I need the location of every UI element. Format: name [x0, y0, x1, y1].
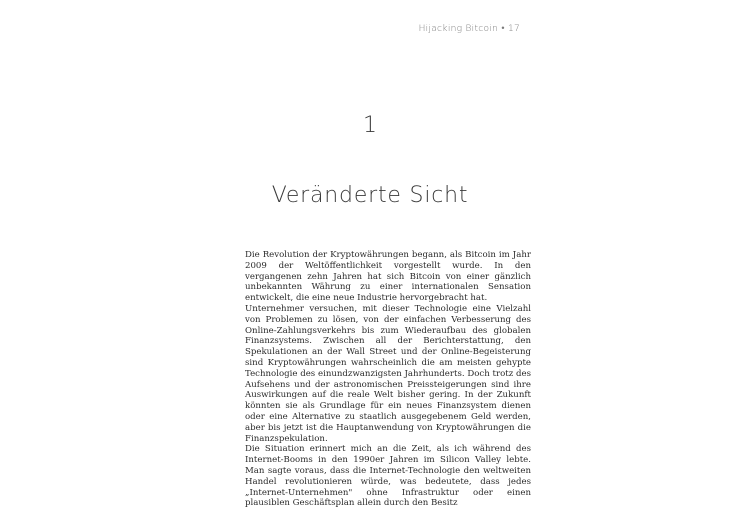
paragraph: Die Situation erinnert mich an die Zeit, als ich während des Internet-Booms in den 1990er Jahren im Silicon Valley lebte. Man sagte voraus, dass die Internet-Technologie den weltweiten Handel revolutionieren würde, was bedeutete, dass jedes „Internet-Unternehmen" ohne Infrastruktur oder einen plausiblen Geschäftsplan allein durch den Besitz — [245, 444, 531, 509]
paragraph: Die Revolution der Kryptowährungen begann, als Bitcoin im Jahr 2009 der Weltöffentlichkeit vorgestellt wurde. In den vergangenen zehn Jahren hat sich Bitcoin von einer gänzlich unbekannten Währung zu einer internationalen Sensation entwickelt, die eine neue Industrie hervorgebracht hat. — [245, 250, 531, 304]
running-header: Hijacking Bitcoin • 17 — [418, 24, 520, 34]
paragraph: Unternehmer versuchen, mit dieser Technologie eine Vielzahl von Problemen zu lösen, von der einfachen Verbesserung des Online-Zahlungsverkehrs bis zum Wiederaufbau des globalen Finanzsystems. Zwischen all der Berichterstattung, den Spekulationen an der Wall Street und der Online-Begeisterung sind Kryptowährungen wahrscheinlich die am meisten gehypte Technologie des einundzwanzigsten Jahrhunderts. Doch trotz des Aufsehens und der astronomischen Preissteigerungen sind ihre Auswirkungen auf die reale Welt bisher gering. In der Zukunft könnten sie als Grundlage für ein neues Finanzsystem dienen oder eine Alternative zu staatlich ausgegebenem Geld werden, aber bis jetzt ist die Hauptanwendung von Kryptowährungen die Finanzspekulation. — [245, 303, 531, 444]
body-text — [245, 250, 531, 509]
chapter-number: 1 — [363, 113, 377, 138]
chapter-title: Veränderte Sicht — [271, 183, 469, 208]
